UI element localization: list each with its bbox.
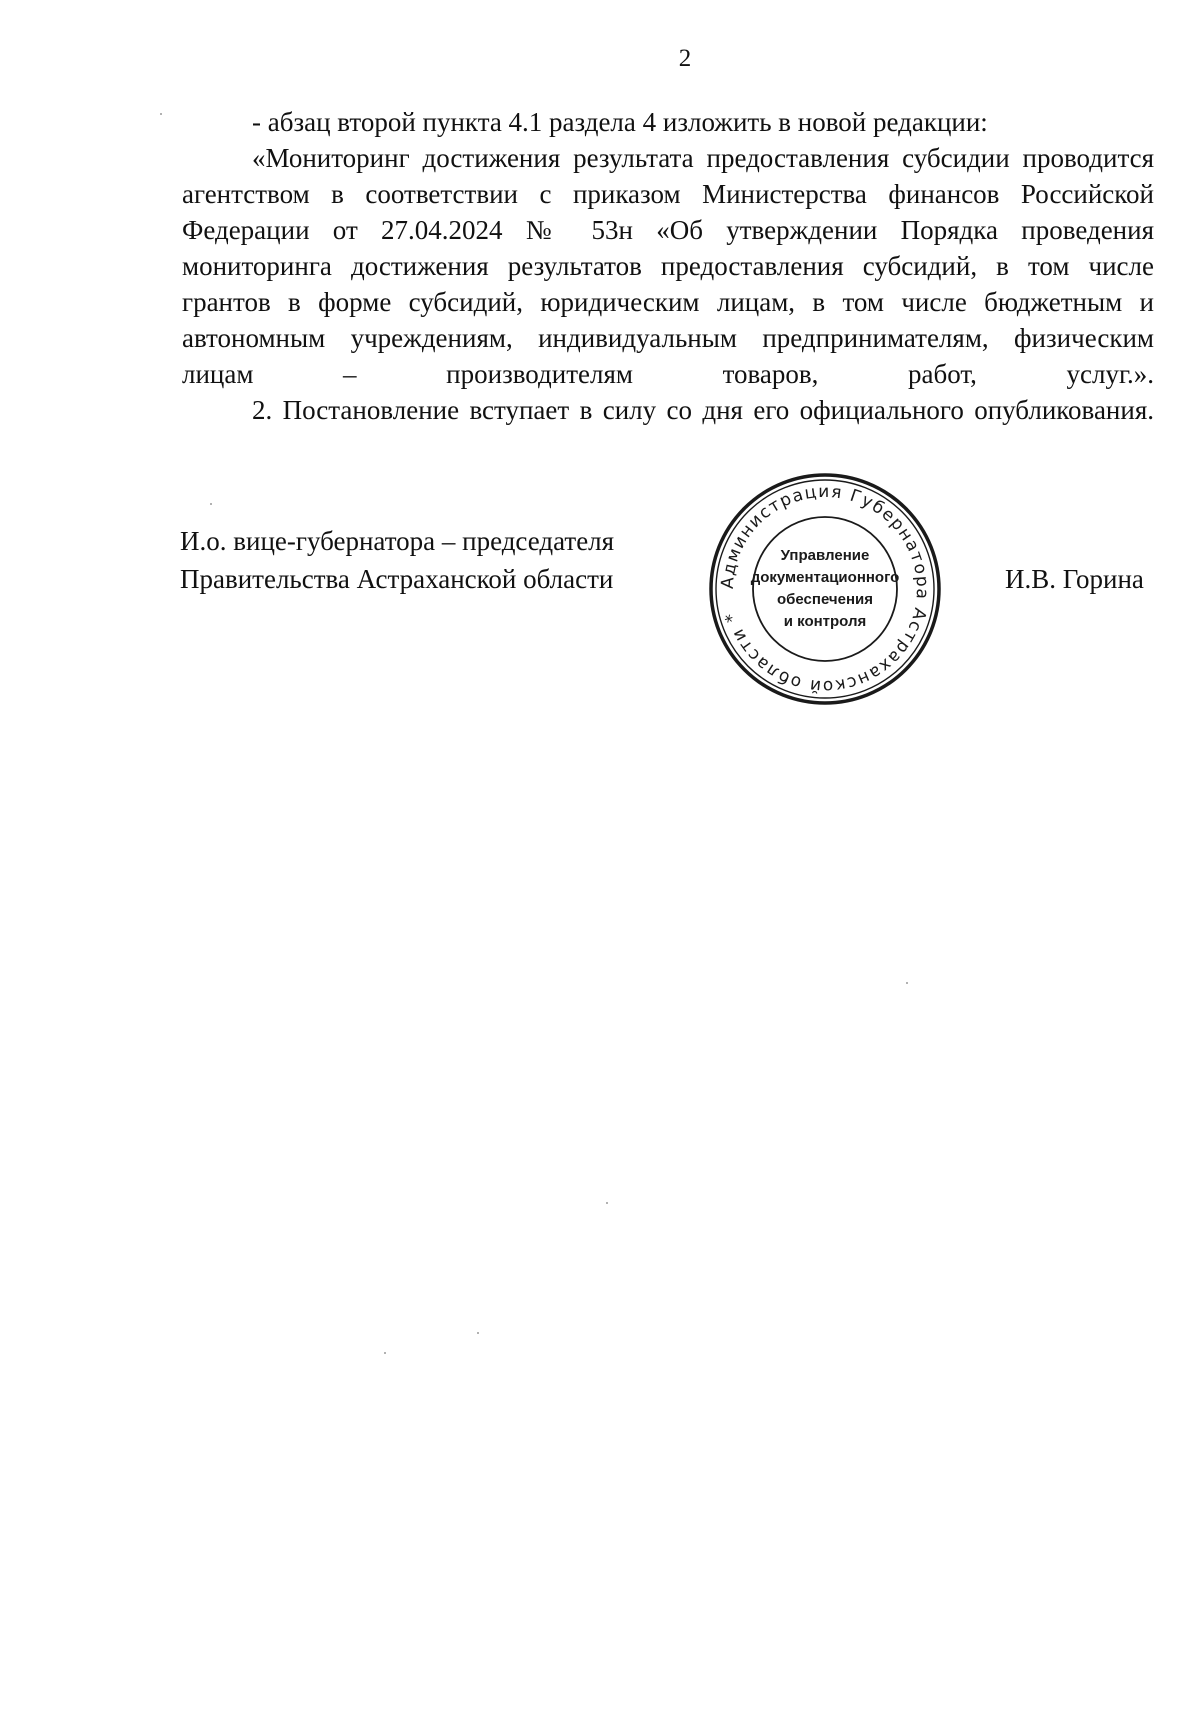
signatory-name: И.В. Горина xyxy=(1005,564,1144,594)
scan-speck xyxy=(906,982,908,984)
paragraph-monitoring-text: «Мониторинг достижения результата предоставления субсидии проводится агентством в соответствии с приказом Министерства финансов Российской Федерации от 27.04.2024 № 53н «Об утверждении Порядка проведения мониторинга достижения результатов предоставления субсидий, в том числе грантов в форме субсидий, юридическим лицам, в том числе бюджетным и автономным учреждениям, индивидуальным предпринимателям, физическим лицам – производителям товаров, работ, услуг.». xyxy=(182,143,1154,389)
seal-center-line-2: документационного xyxy=(750,569,900,586)
page-number: 2 xyxy=(678,45,692,72)
seal-ring-text: Администрация Губернатора Астраханской области * xyxy=(717,481,933,697)
signatory-position-line-2: Правительства Астраханской области xyxy=(180,564,614,594)
paragraph-effective-date: 2. Постановление вступает в силу со дня его официального опубликования. xyxy=(252,395,1154,425)
official-seal xyxy=(706,470,944,708)
signatory-position-line-1: И.о. вице-губернатора – председателя xyxy=(180,526,615,556)
paragraph-amendment-intro: - абзац второй пункта 4.1 раздела 4 изложить в новой редакции: xyxy=(252,107,988,137)
seal-center-line-1: Управление xyxy=(780,547,870,564)
scan-speck xyxy=(384,1352,386,1354)
seal-center-line-4: и контроля xyxy=(783,613,867,630)
signatory-position xyxy=(180,522,614,598)
scan-speck xyxy=(606,1202,608,1204)
scan-speck xyxy=(210,503,212,505)
seal-center-line-3: обеспечения xyxy=(776,591,874,608)
scan-speck xyxy=(160,113,162,115)
document-body xyxy=(182,104,1154,428)
scan-speck xyxy=(477,1332,479,1334)
